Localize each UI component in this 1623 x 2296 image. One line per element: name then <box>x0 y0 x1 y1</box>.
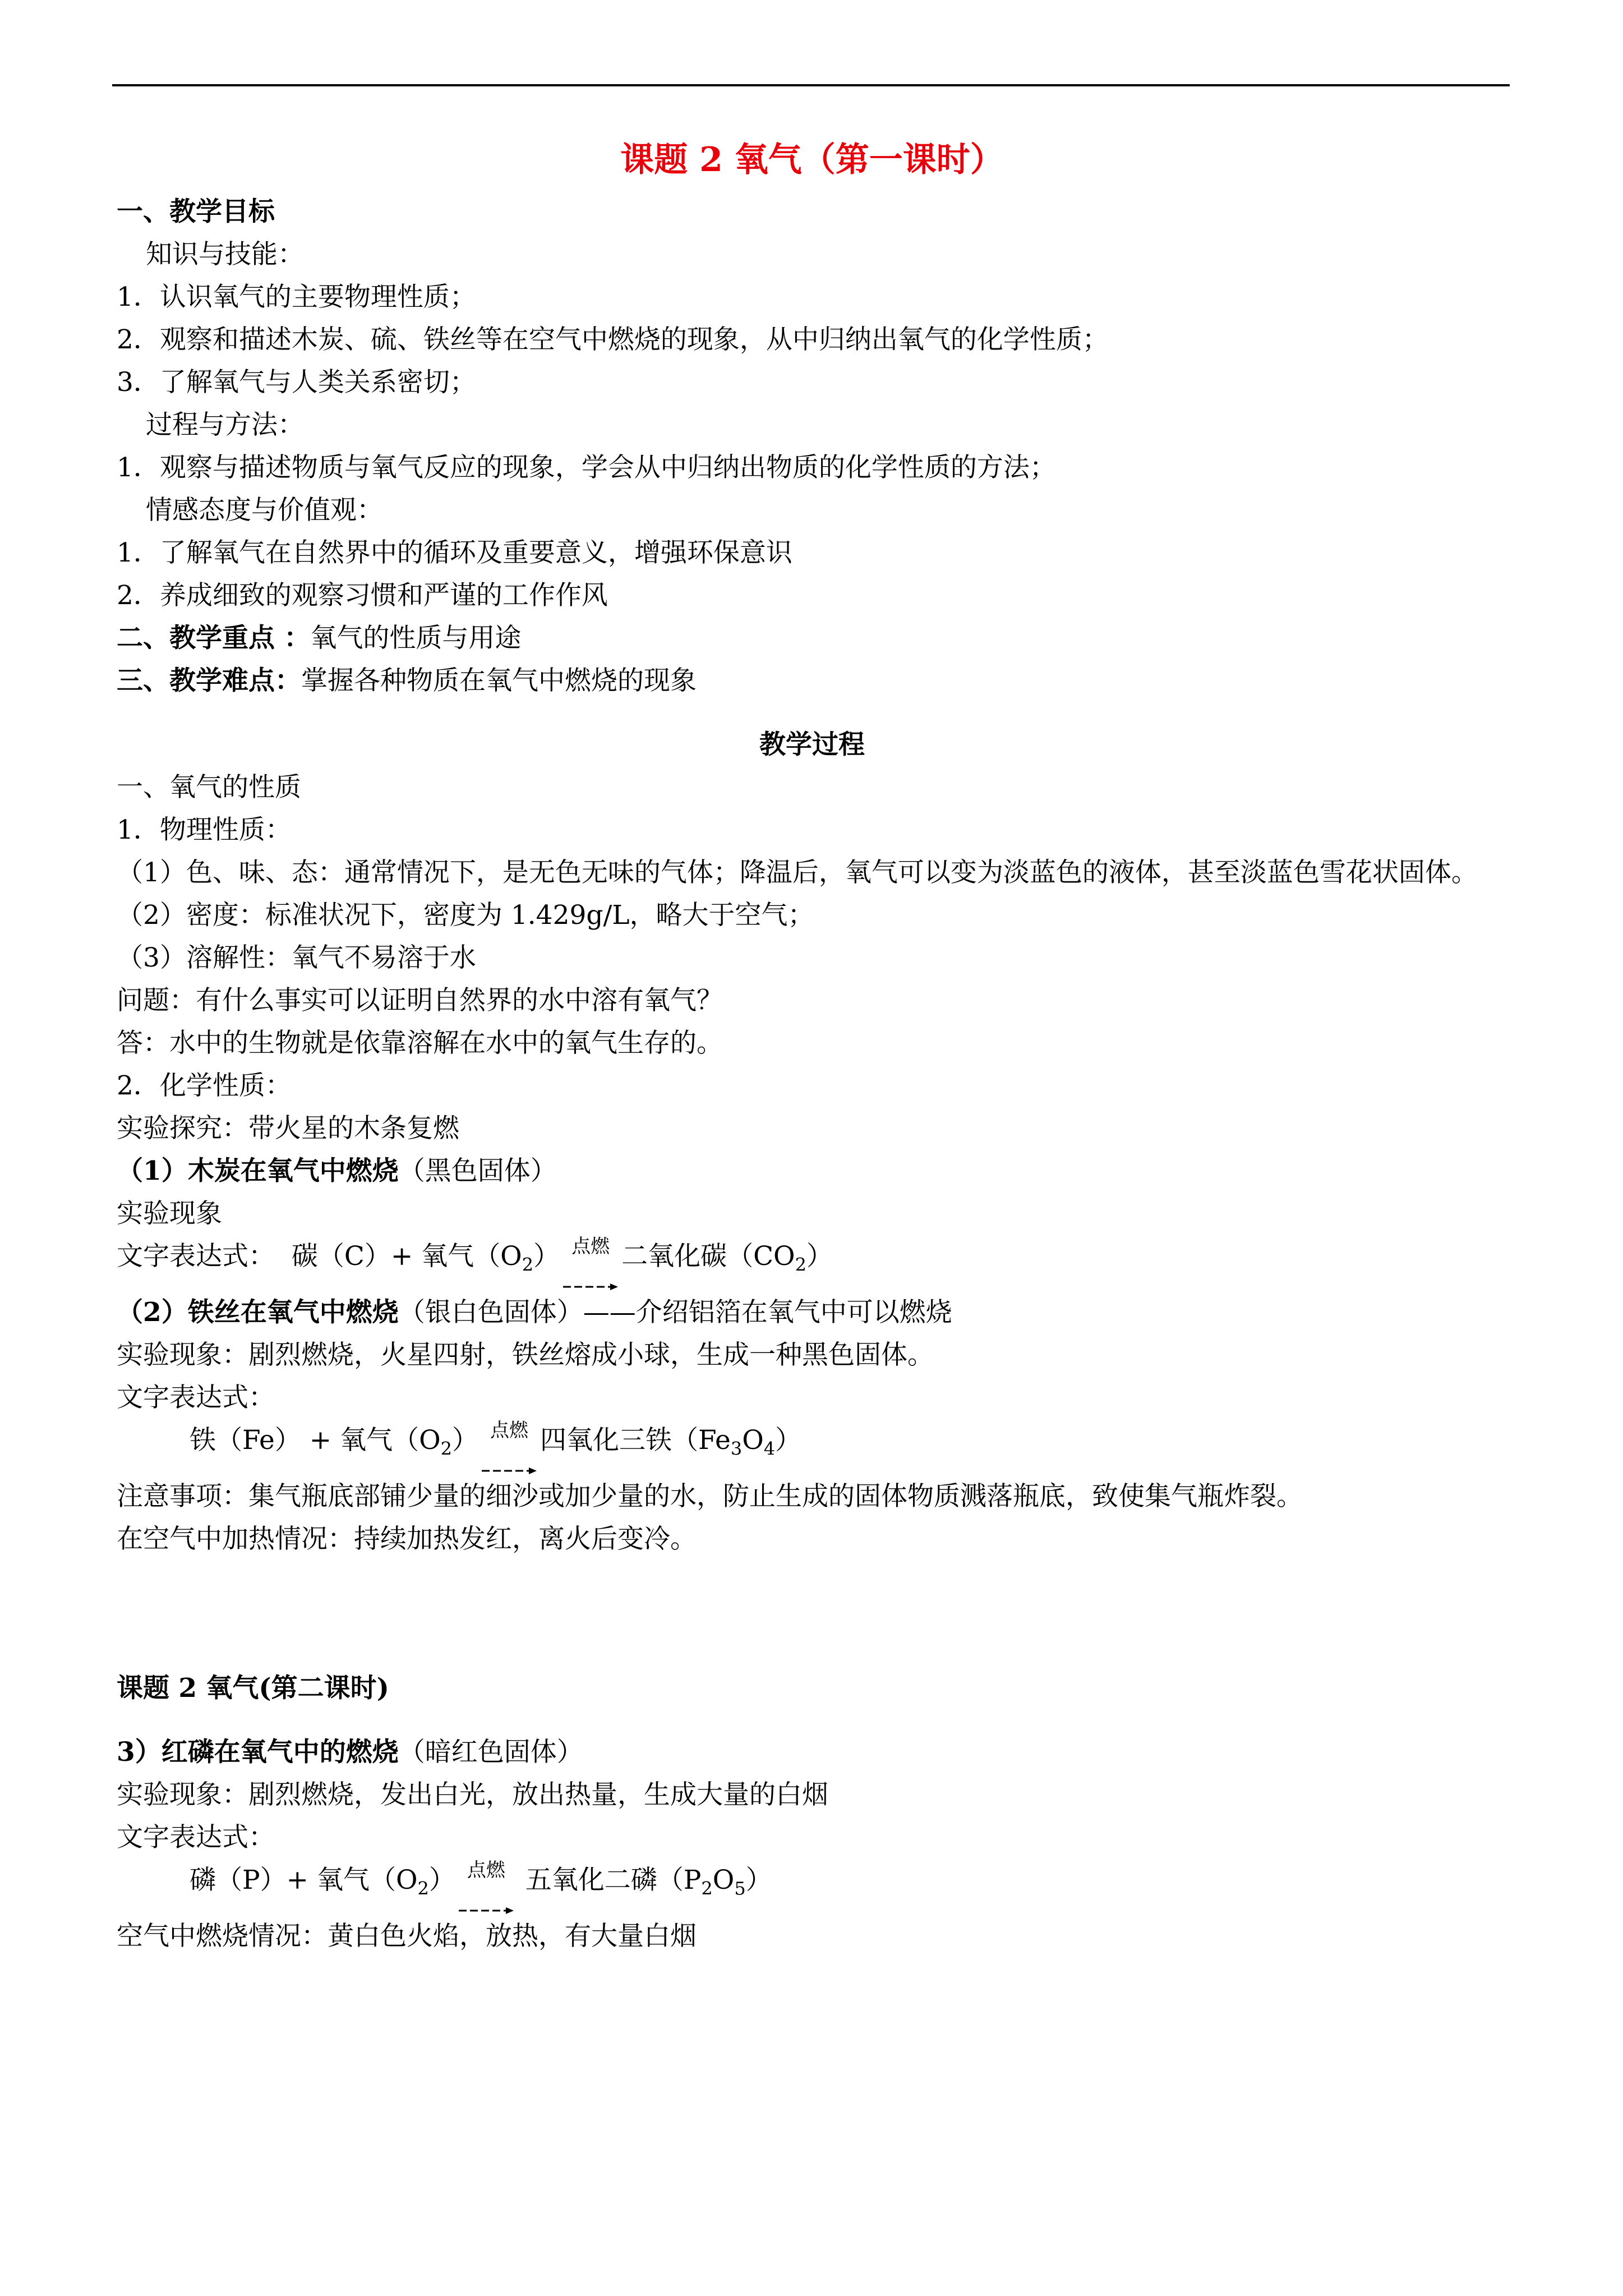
experiment-explore: 实验探究：带火星的木条复燃 <box>117 1113 459 1144</box>
knowledge-heading: 知识与技能： <box>146 239 304 270</box>
carbon-phenomenon: 实验现象 <box>117 1198 222 1229</box>
arrow-icon <box>482 1465 537 1476</box>
section-heading: 一、氧气的性质 <box>117 772 301 803</box>
equation-lhs: 碳（C）+ 氧气（O <box>291 1241 522 1272</box>
reaction-condition: 点燃 <box>467 1859 505 1881</box>
equation-sub: 2 <box>701 1878 713 1899</box>
equation-rhs-end: ） <box>806 1241 833 1272</box>
emotion-item: 2．养成细致的观察习惯和严谨的工作作风 <box>117 580 608 611</box>
knowledge-item: 3．了解氧气与人类关系密切； <box>117 367 476 398</box>
process-item: 1．观察与描述物质与氧气反应的现象，学会从中归纳出物质的化学性质的方法； <box>117 452 1056 483</box>
carbon-heading-line <box>117 1150 1507 1193</box>
difficulty-text: 掌握各种物质在氧气中燃烧的现象 <box>301 665 697 696</box>
iron-equation <box>117 1419 1507 1475</box>
physical-item: （1）色、味、态：通常情况下，是无色无味的气体；降温后，氧气可以变为淡蓝色的液体，甚至淡蓝色雪花状固体。 <box>117 857 1478 888</box>
iron-equation-label: 文字表达式： <box>117 1382 275 1413</box>
arrow-icon <box>459 1905 514 1916</box>
reaction-arrow <box>478 1419 540 1462</box>
reaction-condition: 点燃 <box>490 1419 529 1442</box>
reaction-arrow <box>455 1859 517 1902</box>
chemical-heading: 2．化学性质： <box>117 1070 292 1101</box>
iron-heading-line <box>117 1291 1507 1334</box>
equation-sub: 5 <box>734 1878 746 1899</box>
phosphorus-phenomenon: 实验现象：剧烈燃烧，发出白光，放出热量，生成大量的白烟 <box>117 1779 828 1810</box>
phosphorus-equation-label: 文字表达式： <box>117 1822 275 1853</box>
emotion-item: 1．了解氧气在自然界中的循环及重要意义，增强环保意识 <box>117 537 792 568</box>
phosphorus-heading: 3）红磷在氧气中的燃烧 <box>117 1737 399 1768</box>
equation-sub: 3 <box>730 1438 743 1460</box>
page-title: 课题 2 氧气（第一课时） <box>620 140 1004 180</box>
physical-item: （3）溶解性：氧气不易溶于水 <box>117 942 476 973</box>
iron-heading: （2）铁丝在氧气中燃烧 <box>117 1297 399 1328</box>
iron-phenomenon: 实验现象：剧烈燃烧，火星四射，铁丝熔成小球，生成一种黑色固体。 <box>117 1340 934 1370</box>
lesson2-title: 课题 2 氧气(第二课时) <box>117 1673 389 1704</box>
equation-rhs: 四氧化三铁（Fe <box>540 1425 731 1456</box>
equation-sub: 2 <box>522 1254 534 1276</box>
process-heading: 过程与方法： <box>146 409 304 440</box>
document-body <box>117 129 1507 1958</box>
phosphorus-equation <box>117 1859 1507 1915</box>
physical-item: （2）密度：标准状况下，密度为 1.429g/L，略大于空气； <box>117 900 814 931</box>
equation-rhs-end: ） <box>775 1425 802 1456</box>
difficulty-label: 三、教学难点： <box>117 665 301 696</box>
equation-sub: 2 <box>440 1438 453 1460</box>
carbon-equation <box>117 1235 1507 1291</box>
equation-label: 文字表达式： <box>117 1241 275 1272</box>
carbon-note: （黑色固体） <box>398 1156 557 1186</box>
equation-rhs-mid: O <box>712 1865 735 1895</box>
equation-sub: 2 <box>417 1878 429 1899</box>
key-point <box>117 617 1507 660</box>
key-point-label: 二、教学重点 ： <box>117 623 311 654</box>
phosphorus-in-air: 空气中燃烧情况：黄白色火焰，放热，有大量白烟 <box>117 1921 697 1952</box>
equation-sub: 2 <box>795 1254 806 1276</box>
equation-lhs: 铁（Fe） + 氧气（O <box>190 1425 441 1456</box>
phosphorus-heading-line <box>117 1731 1507 1774</box>
equation-rhs: 二氧化碳（CO <box>621 1241 795 1272</box>
difficulty <box>117 660 1507 702</box>
carbon-heading: （1）木炭在氧气中燃烧 <box>117 1156 399 1186</box>
equation-rhs-end: ） <box>745 1865 772 1895</box>
knowledge-item: 1．认识氧气的主要物理性质； <box>117 282 476 312</box>
reaction-arrow <box>560 1235 621 1278</box>
reaction-condition: 点燃 <box>571 1235 610 1258</box>
iron-caution: 注意事项：集气瓶底部铺少量的细沙或加少量的水，防止生成的固体物质溅落瓶底，致使集气瓶炸裂。 <box>117 1481 1303 1512</box>
equation-lhs-end: ） <box>428 1865 455 1895</box>
objectives-heading: 一、教学目标 <box>117 196 275 227</box>
emotion-heading: 情感态度与价值观： <box>146 495 383 526</box>
answer: 答：水中的生物就是依靠溶解在水中的氧气生存的。 <box>117 1028 723 1059</box>
top-rule <box>112 84 1510 86</box>
arrow-icon <box>563 1281 618 1292</box>
equation-rhs-mid: O <box>742 1425 764 1456</box>
equation-lhs-end: ） <box>452 1425 479 1456</box>
iron-note: （银白色固体）——介绍铝箔在氧气中可以燃烧 <box>398 1297 952 1328</box>
physical-heading: 1．物理性质： <box>117 815 292 845</box>
process-title: 教学过程 <box>759 729 865 760</box>
question: 问题：有什么事实可以证明自然界的水中溶有氧气？ <box>117 985 723 1016</box>
equation-lhs-end: ） <box>533 1241 560 1272</box>
iron-in-air: 在空气中加热情况：持续加热发红，离火后变冷。 <box>117 1524 697 1554</box>
equation-lhs: 磷（P）+ 氧气（O <box>190 1865 418 1895</box>
phosphorus-note: （暗红色固体） <box>398 1737 583 1768</box>
equation-rhs: 五氧化二磷（P <box>525 1865 702 1895</box>
knowledge-item: 2．观察和描述木炭、硫、铁丝等在空气中燃烧的现象，从中归纳出氧气的化学性质； <box>117 324 1109 355</box>
equation-sub: 4 <box>763 1438 776 1460</box>
key-point-text: 氧气的性质与用途 <box>310 623 522 654</box>
